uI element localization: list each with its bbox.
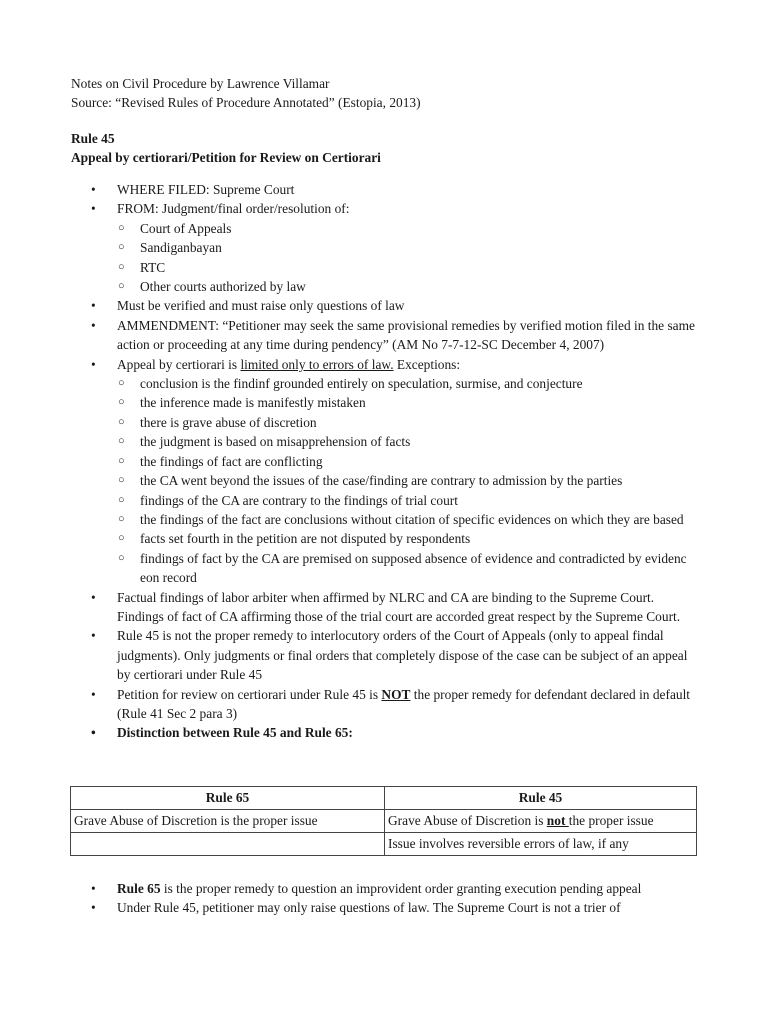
cell-text-pre: Grave Abuse of Discretion is — [388, 813, 547, 829]
exception-text: the CA went beyond the issues of the case/finding are contrary to admission by the parties — [140, 473, 623, 489]
circle-bullet-icon: ○ — [118, 415, 125, 428]
sublist-item — [117, 219, 703, 238]
sublist-item — [117, 277, 703, 296]
exception-text: the findings of fact are conflicting — [140, 453, 323, 469]
sublist-item — [117, 374, 703, 393]
from-text: FROM: Judgment/final order/resolution of: — [117, 201, 350, 217]
rule65-label: Rule 65 — [117, 881, 161, 896]
petition-text-post: the proper remedy for defendant declared in default (Rule 41 Sec 2 para 3) — [117, 686, 691, 721]
table-header-rule65: Rule 65 — [71, 787, 385, 810]
cell-text-post: the proper issue — [568, 813, 654, 829]
circle-bullet-icon: ○ — [118, 532, 125, 545]
bullet-icon: • — [91, 589, 96, 605]
header-source-line: Source: “Revised Rules of Procedure Annotated” (Estopia, 2013) — [71, 95, 421, 111]
factual-findings-text: Factual findings of labor arbiter when affirmed by NLRC and CA are binding to the Supreme Court. Findings of fact of CA affirming those of the trial court are accorded great respect by the Supreme Court. — [117, 589, 681, 624]
sublist-item — [117, 432, 703, 451]
table-row — [71, 810, 697, 833]
list-item — [71, 355, 703, 588]
circle-bullet-icon: ○ — [118, 435, 125, 448]
list-item — [71, 723, 703, 742]
sublist-item-text: Court of Appeals — [140, 220, 232, 236]
verified-text: Must be verified and must raise only questions of law — [117, 298, 405, 314]
bullet-icon: • — [91, 356, 96, 372]
sublist-item — [117, 529, 703, 548]
table-cell: Issue involves reversible errors of law, if any — [385, 833, 697, 856]
exception-text: facts set fourth in the petition are not disputed by respondents — [140, 531, 471, 547]
document-header — [71, 74, 711, 113]
table-cell: Grave Abuse of Discretion is the proper issue — [71, 810, 385, 833]
distinction-heading: Distinction between Rule 45 and Rule 65: — [117, 725, 353, 741]
after-table-bullet-list — [71, 879, 703, 918]
amendment-text: AMMENDMENT: “Petitioner may seek the same provisional remedies by verified motion filed in the same action or proceeding at any time during pendency” (AM No 7-7-12-SC December 4, 2007) — [117, 317, 695, 353]
list-item — [71, 879, 703, 898]
rule65-text: is the proper remedy to question an improvident order granting execution pending appeal — [160, 881, 642, 896]
sublist-item-text: Sandiganbayan — [140, 240, 222, 256]
circle-bullet-icon: ○ — [118, 474, 125, 487]
sublist-item — [117, 491, 703, 510]
appeal-text-underlined: limited only to errors of law. — [240, 356, 394, 372]
bullet-icon: • — [91, 201, 96, 217]
petition-text-pre: Petition for review on certiorari under Rule 45 is — [117, 686, 382, 702]
list-item — [71, 685, 703, 724]
from-sublist — [117, 219, 703, 297]
list-item — [71, 296, 703, 315]
list-item — [71, 626, 703, 684]
exceptions-sublist — [117, 374, 703, 587]
exception-text: findings of fact by the CA are premised on supposed absence of evidence and contradicted by evidenc eon record — [140, 550, 687, 586]
bullet-icon: • — [91, 317, 96, 333]
circle-bullet-icon: ○ — [118, 493, 125, 506]
sublist-item — [117, 549, 703, 588]
sublist-item — [117, 393, 703, 412]
exception-text: the judgment is based on misapprehension of facts — [140, 434, 411, 450]
exception-text: there is grave abuse of discretion — [140, 414, 317, 430]
interlocutory-text: Rule 45 is not the proper remedy to interlocutory orders of the Court of Appeals (only to appeal findal judgments). Only judgments or final orders that completely dispose of the case can be subject of an appeal by certiorari under Rule 45 — [117, 628, 688, 683]
sublist-item — [117, 471, 703, 490]
table-cell-empty — [71, 833, 385, 856]
list-item — [71, 898, 703, 917]
appeal-text-pre: Appeal by certiorari is — [117, 356, 241, 372]
table-header-row — [71, 787, 697, 810]
exception-text: findings of the CA are contrary to the findings of trial court — [140, 492, 458, 508]
circle-bullet-icon: ○ — [118, 396, 125, 409]
cell-text-not: not — [546, 813, 569, 829]
circle-bullet-icon: ○ — [118, 454, 125, 467]
sublist-item — [117, 452, 703, 471]
rule-heading — [71, 129, 711, 168]
exception-text: the inference made is manifestly mistaken — [140, 395, 366, 411]
bullet-icon: • — [91, 725, 96, 741]
sublist-item-text: Other courts authorized by law — [140, 279, 306, 295]
rule-title: Appeal by certiorari/Petition for Review on Certiorari — [71, 150, 381, 166]
circle-bullet-icon: ○ — [118, 260, 125, 273]
where-filed-text: WHERE FILED: Supreme Court — [117, 182, 295, 197]
under-rule45-text: Under Rule 45, petitioner may only raise questions of law. The Supreme Court is not a trier of — [117, 900, 621, 916]
sublist-item — [117, 510, 703, 529]
main-bullet-list — [71, 180, 703, 743]
list-item — [71, 199, 703, 296]
bullet-icon: • — [91, 182, 96, 197]
bullet-icon: • — [91, 686, 96, 702]
sublist-item — [117, 258, 703, 277]
circle-bullet-icon: ○ — [118, 551, 125, 564]
table-header-rule45: Rule 45 — [385, 787, 697, 810]
list-item — [71, 588, 703, 627]
bullet-icon: • — [91, 298, 96, 314]
header-author-line: Notes on Civil Procedure by Lawrence Villamar — [71, 76, 330, 91]
sublist-item — [117, 413, 703, 432]
rule-number: Rule 45 — [71, 131, 115, 146]
bullet-icon: • — [91, 881, 96, 896]
sublist-item — [117, 238, 703, 257]
list-item — [71, 180, 703, 199]
circle-bullet-icon: ○ — [118, 512, 125, 525]
list-item — [71, 316, 703, 355]
sublist-item-text: RTC — [140, 259, 166, 275]
bullet-icon: • — [91, 900, 96, 916]
appeal-text-post: Exceptions: — [393, 356, 461, 372]
bullet-icon: • — [91, 628, 96, 644]
circle-bullet-icon: ○ — [118, 241, 125, 254]
table-cell — [385, 810, 697, 833]
circle-bullet-icon: ○ — [118, 221, 125, 234]
table-row — [71, 833, 697, 856]
exception-text: conclusion is the findinf grounded entirely on speculation, surmise, and conjecture — [140, 376, 583, 392]
exception-text: the findings of the fact are conclusions without citation of specific evidences on which they are based — [140, 511, 684, 527]
comparison-table — [70, 786, 697, 856]
circle-bullet-icon: ○ — [118, 280, 125, 293]
petition-text-not: NOT — [381, 686, 411, 702]
circle-bullet-icon: ○ — [118, 377, 125, 390]
